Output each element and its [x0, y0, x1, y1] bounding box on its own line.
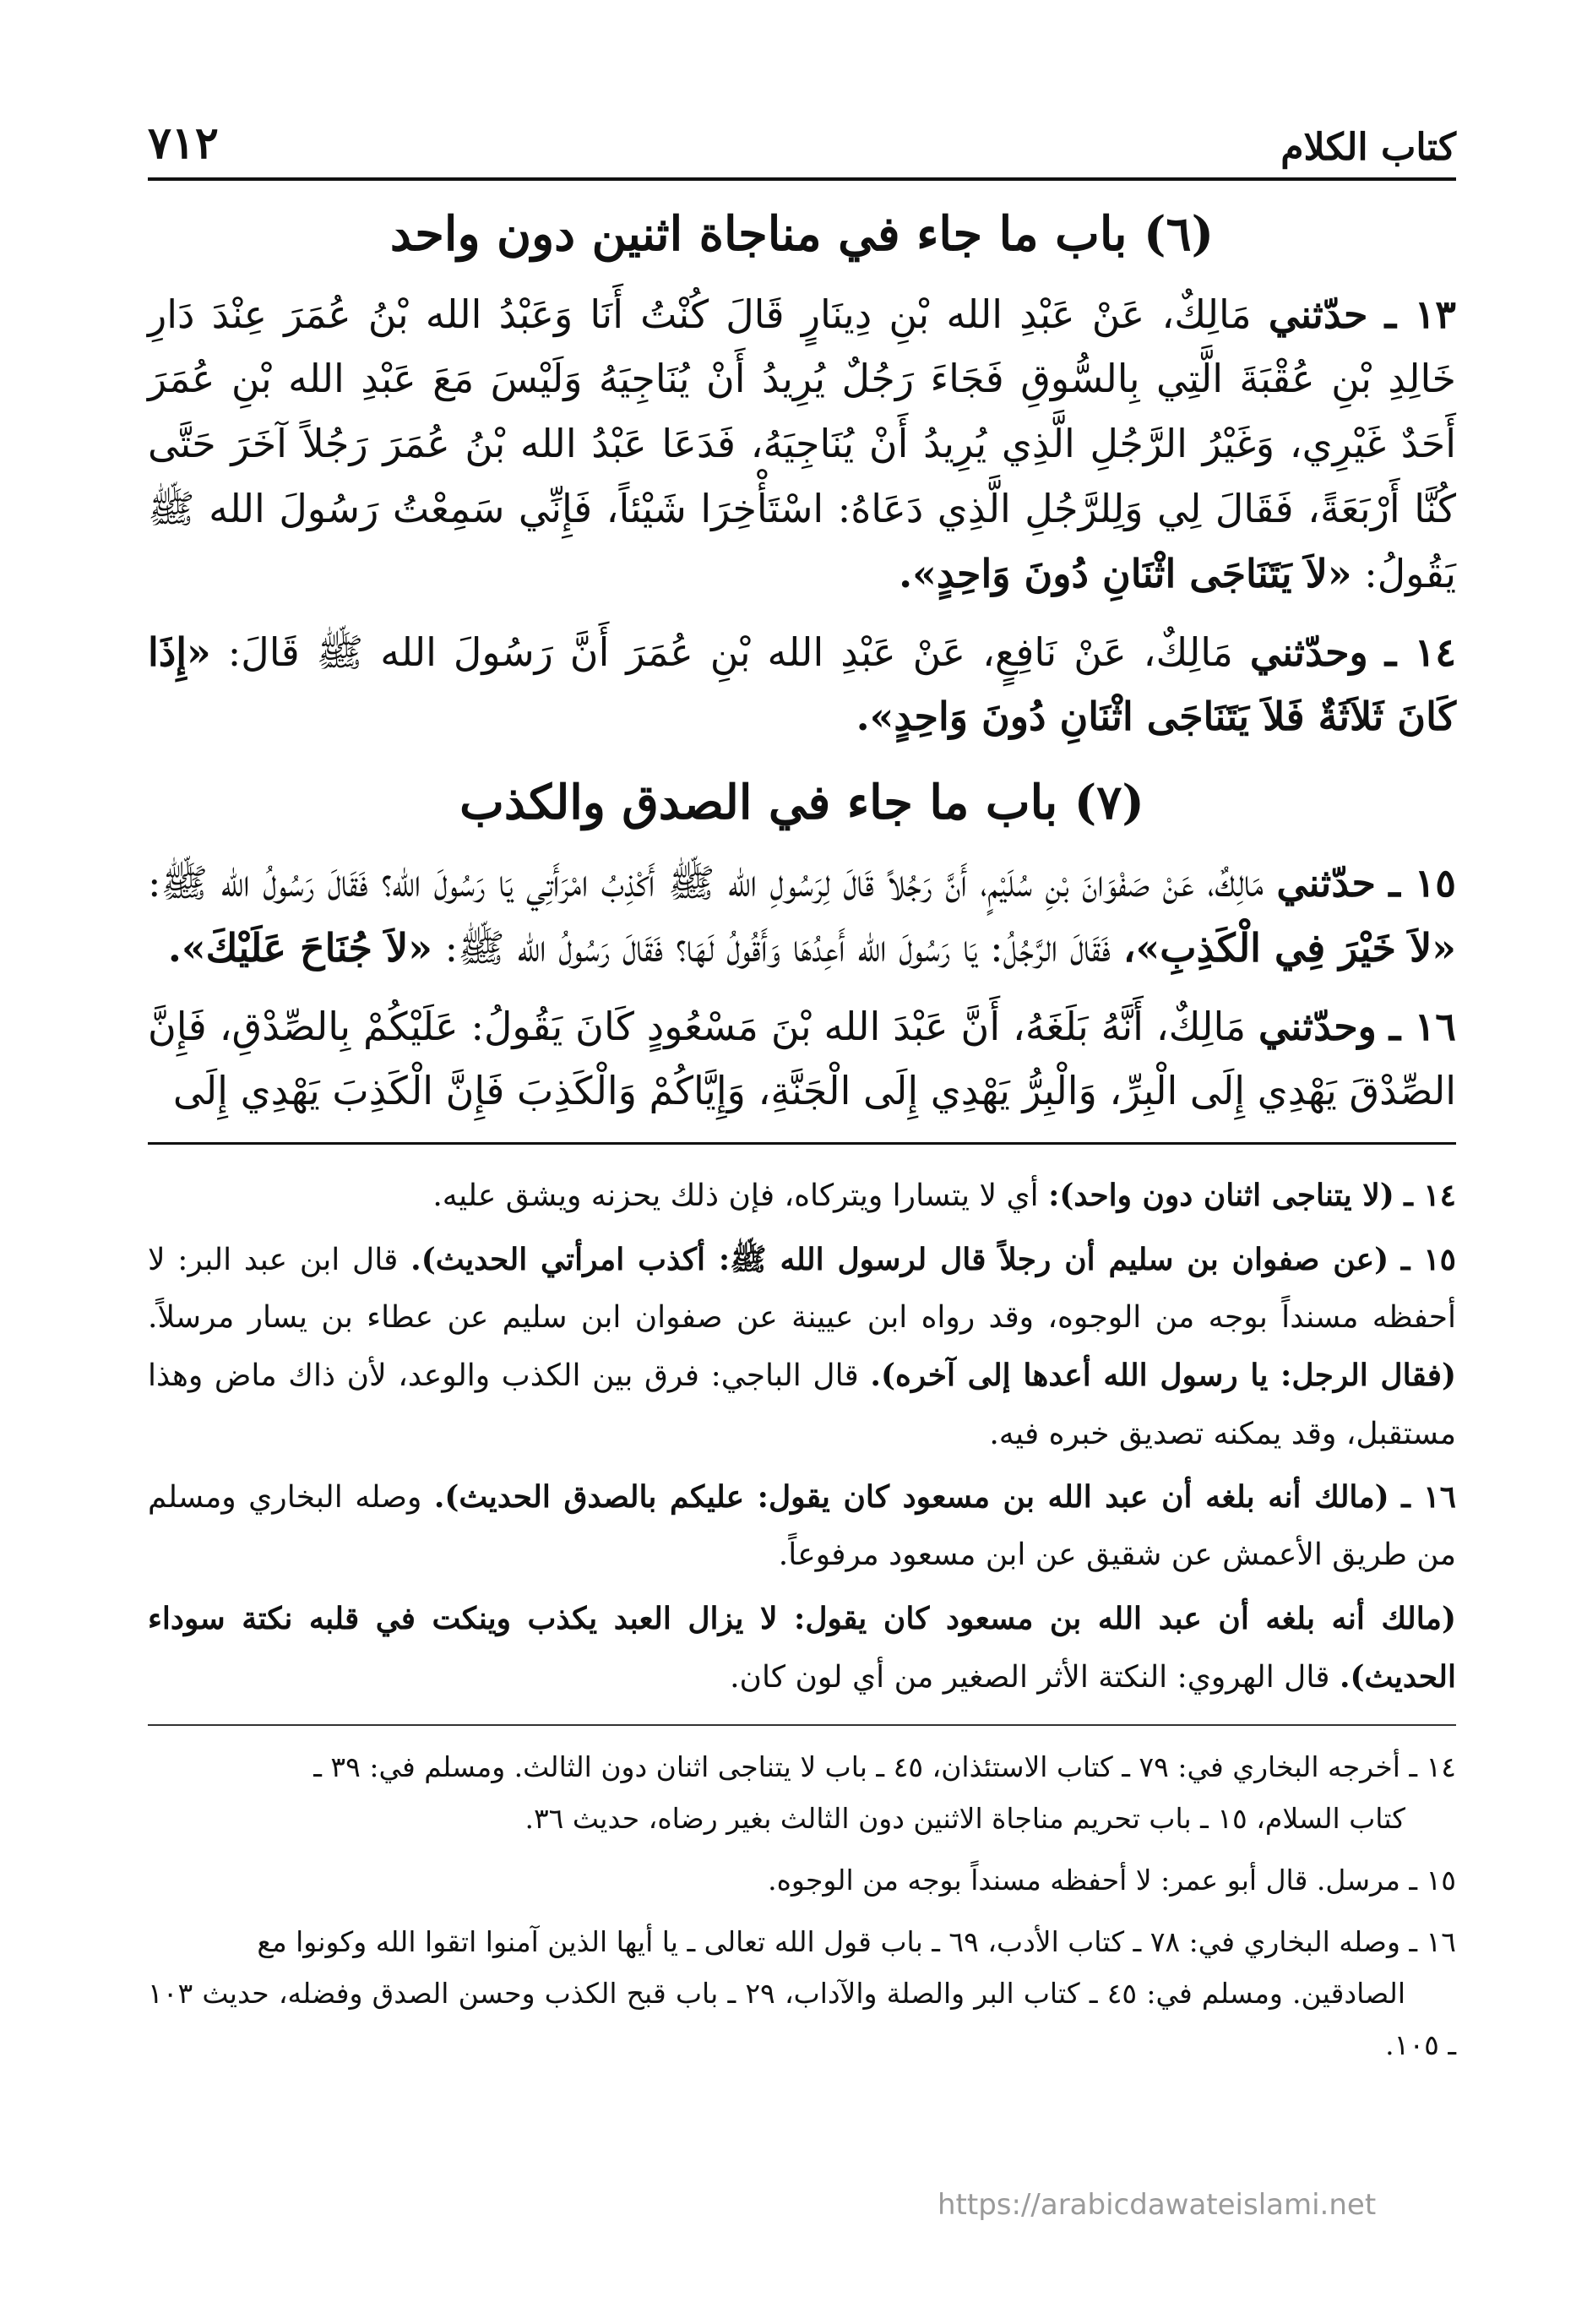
commentary-text: أي لا يتسارا ويتركاه، فإن ذلك يحزنه ويشق عليه. — [432, 1178, 1039, 1214]
hadith-narrator: حدّثني — [1276, 859, 1376, 906]
commentary-item — [148, 1231, 1456, 1464]
footnote — [148, 1916, 1456, 2071]
running-title: كتاب الكلام — [1280, 126, 1456, 169]
hadith-text: مَالِكٌ، عَنْ صَفْوَانَ بْنِ سُلَيْمٍ، أَنَّ رَجُلاً قَالَ لِرَسُولِ الله ﷺ أَكْذِبُ امْرَأَتِي يَا رَسُولَ الله؟ فَقَالَ رَسُولُ الله ﷺ: — [148, 859, 1264, 906]
hadith-paragraph — [148, 620, 1456, 750]
footnote — [148, 1741, 1456, 1844]
hadith-narrator: حدّثني — [1268, 291, 1368, 337]
chapter-title: (٦) باب ما جاء في مناجاة اثنين دون واحد — [389, 206, 1215, 262]
hadith-number: ١٣ ـ — [1384, 291, 1457, 337]
commentary-separator — [148, 1142, 1456, 1145]
commentary-text: قال ابن عبد البر: لا أحفظه مسنداً بوجه من الوجوه، وقد رواه ابن عيينة عن صفوان ابن سليم عن عطاء بن يسار مرسلاً. — [148, 1242, 1456, 1335]
hadith-paragraph — [148, 282, 1456, 607]
hadith-paragraph — [148, 994, 1456, 1124]
footnote-line: كتاب السلام، ١٥ ـ باب تحريم مناجاة الاثنين دون الثالث بغير رضاه، حديث ٣٦. — [524, 1801, 1405, 1835]
hadith-paragraph — [148, 851, 1456, 981]
hadith-number: ١٥ ـ — [1389, 859, 1457, 906]
hadith-text: مَالِكٌ، عَنْ نَافِعٍ، عَنْ عَبْدِ الله بْنِ عُمَرَ أَنَّ رَسُولَ الله ﷺ قَالَ: — [227, 629, 1233, 675]
watermark: https://arabicdawateislami.net — [938, 2188, 1377, 2222]
commentary-number: ١٥ ـ — [1400, 1241, 1456, 1277]
hadith-number: ١٦ ـ — [1389, 1003, 1457, 1049]
footnote-line: ١٦ ـ وصله البخاري في: ٧٨ ـ كتاب الأدب، ٦٩ ـ باب قول الله تعالى ـ يا أيها الذين آمنوا اتقوا الله وكونوا مع — [257, 1924, 1456, 1958]
commentary-text: وصله البخاري ومسلم من طريق الأعمش عن شقيق عن ابن مسعود مرفوعاً. — [148, 1480, 1456, 1573]
footnote — [148, 1854, 1456, 1906]
prophetic-quote: «لاَ جُنَاحَ عَلَيْكَ». — [167, 924, 432, 971]
commentary-section — [148, 1167, 1456, 1707]
commentary-lemma: (لا يتناجى اثنان دون واحد): — [1048, 1178, 1394, 1214]
chapter-title: (٧) باب ما جاء في الصدق والكذب — [459, 775, 1144, 831]
commentary-number: ١٦ ـ — [1401, 1479, 1456, 1516]
prophetic-quote: «إِذَا كَانَ ثَلاَثَةٌ فَلاَ يَتَنَاجَى اثْنَانِ دُونَ وَاحِدٍ». — [148, 629, 1456, 740]
commentary-lemma: (مالك أنه بلغه أن عبد الله بن مسعود كان يقول: عليكم بالصدق الحديث). — [433, 1479, 1389, 1516]
header-rule — [148, 177, 1456, 181]
commentary-text: قال الهروي: النكتة الأثر الصغير من أي لون كان. — [730, 1660, 1330, 1695]
page-number: ٧١٢ — [148, 117, 219, 169]
footnote-separator — [148, 1724, 1456, 1726]
commentary-text: قال الباجي: فرق بين الكذب والوعد، لأن ذاك ماض وهذا مستقبل، وقد يمكنه تصديق خبره فيه. — [148, 1358, 1456, 1451]
hadith-number: ١٤ ـ — [1384, 629, 1457, 675]
footnote-line: ١٤ ـ أخرجه البخاري في: ٧٩ ـ كتاب الاستئذان، ٤٥ ـ باب لا يتناجى اثنان دون الثالث. ومسلم في: ٣٩ ـ — [313, 1750, 1456, 1783]
footnote-line: الصادقين. ومسلم في: ٤٥ ـ كتاب البر والصلة والآداب، ٢٩ ـ باب قبح الكذب وحسن الصدق وفضله، حديث ١٠٣ ـ ١٠٥. — [148, 1976, 1456, 2061]
commentary-item — [148, 1590, 1456, 1707]
commentary-lemma: (مالك أنه بلغه أن عبد الله بن مسعود كان يقول: لا يزال العبد يكذب وينكت في قلبه نكتة سوداء الحديث). — [148, 1600, 1456, 1695]
prophetic-quote: «لاَ خَيْرَ فِي الْكَذِبِ»، — [1122, 924, 1456, 971]
hadith-text: مَالِكٌ، عَنْ عَبْدِ الله بْنِ دِينَارٍ قَالَ كُنْتُ أَنَا وَعَبْدُ الله بْنُ عُمَرَ عِنْدَ دَارِ خَالِدِ بْنِ عُقْبَةَ الَّتِي بِالسُّوقِ فَجَاءَ رَجُلٌ يُرِيدُ أَنْ يُنَاجِيَهُ وَلَيْسَ مَعَ عَبْدِ الله بْنِ عُمَرَ أَحَدٌ غَيْرِي، وَغَيْرُ الرَّجُلِ الَّذِي يُرِيدُ أَنْ يُنَاجِيَهُ، فَدَعَا عَبْدُ الله بْنُ عُمَرَ رَجُلاً آخَرَ حَتَّى كُنَّا أَرْبَعَةً، فَقَالَ لِي وَلِلرَّجُلِ الَّذِي دَعَاهُ: اسْتَأْخِرَا شَيْئاً، فَإِنِّي سَمِعْتُ رَسُولَ الله ﷺ يَقُولُ: — [148, 291, 1456, 596]
page-header — [148, 101, 1456, 169]
hadith-text: فَقَالَ الرَّجُلُ: يَا رَسُولَ الله أَعِدُهَا وَأَقُولُ لَهَا؟ فَقَالَ رَسُولُ الله ﷺ: — [444, 924, 1111, 971]
main-text — [148, 203, 1456, 2081]
footnote-line: ١٥ ـ مرسل. قال أبو عمر: لا أحفظه مسنداً بوجه من الوجوه. — [768, 1863, 1456, 1897]
prophetic-quote: «لاَ يَتَنَاجَى اثْنَانِ دُونَ وَاحِدٍ». — [899, 550, 1352, 596]
commentary-item — [148, 1167, 1456, 1225]
hadith-narrator: وحدّثني — [1258, 1003, 1377, 1049]
commentary-lemma: (فقال الرجل: يا رسول الله أعدها إلى آخره). — [870, 1358, 1456, 1394]
footnotes-section — [148, 1741, 1456, 2071]
commentary-lemma: (عن صفوان بن سليم أن رجلاً قال لرسول الله ﷺ: أكذب امرأتي الحديث). — [410, 1241, 1389, 1277]
hadith-text: مَالِكٌ، أَنَّهُ بَلَغَهُ، أَنَّ عَبْدَ الله بْنَ مَسْعُودٍ كَانَ يَقُولُ: عَلَيْكُمْ بِالصِّدْقِ، فَإِنَّ الصِّدْقَ يَهْدِي إِلَى الْبِرِّ، وَالْبِرُّ يَهْدِي إِلَى الْجَنَّةِ، وَإِيَّاكُمْ وَالْكَذِبَ فَإِنَّ الْكَذِبَ يَهْدِي إِلَى — [148, 1003, 1456, 1114]
hadith-narrator: وحدّثني — [1249, 629, 1368, 675]
commentary-item — [148, 1468, 1456, 1585]
commentary-number: ١٤ ـ — [1404, 1178, 1456, 1214]
